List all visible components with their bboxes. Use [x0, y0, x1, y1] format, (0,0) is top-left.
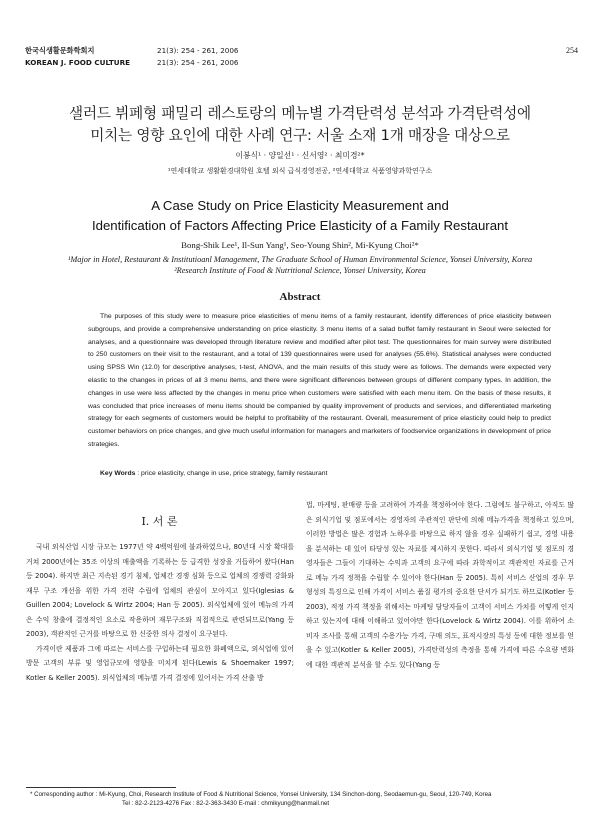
footnote-line2: Tel : 82-2-2123-4276 Fax : 82-2-363-3430 E-mail : chmikyung@hanmail.net	[122, 800, 330, 807]
title-korean-line2: 미치는 영향 요인에 대한 사례 연구: 서울 소재 1개 매장을 대상으로	[90, 127, 510, 144]
body-column-right	[306, 498, 574, 672]
journal-ref-ko: 21(3): 254 - 261, 2006	[157, 46, 239, 55]
affiliation-english-1: ¹Major in Hotel, Restaurant & Institutioanl Management, The Graduate School of Human Environmental Science, Yonsei University, Korea	[67, 255, 533, 264]
title-korean-line1: 샐러드 뷔페형 패밀리 레스토랑의 메뉴별 가격탄력성 분석과 가격탄력성에	[69, 105, 531, 122]
journal-name-ko: 한국식생활문화학회지	[25, 46, 95, 55]
affiliation-english-2: ²Research Institute of Food & Nutritional Science, Yonsei University, Korea	[174, 266, 426, 275]
footnote-divider	[26, 787, 176, 788]
authors-korean: 이봉식¹ · 양일선¹ · 신서영² · 최미경²*	[235, 151, 365, 160]
abstract-body: The purposes of this study were to measure price elasticities of menu items of a family restaurant, identify differences of price elasticity between subgroups, and provide a comprehensive understanding on price elasticity. 3 menu items of a salad buffet family restaurant in Seoul were selected for analyses, and a questionnaire was developed through literature review and modified after pilot test. The questionnaires for main survey were distributed to 250 customers on their visit to the restaurant, and a total of 139 questionnaires were used for analyses (55.6%). Statistical analyses were conducted using SPSS Win (12.0) for descriptive analyses, t-test, ANOVA, and the main results of this study were as follows. The demands were expected very elastic to the changes in prices of all 3 menu items, and there were significant differences between groups of different company types. In addition, the changes in use were less affected by the changes in menu price when customers were satisfied with each menu item. On the basis of these results, it was concluded that price increases of menu items should be companied by quality improvement of products and services, and differentiated marketing strategy for each segments of customers would be helpful to profitability of the restaurant. Overall, measurement of price elasticity could help to predict customer behaviors on price changes, and give much useful information for managers and marketers of foodservice organizations in development of price strategies.	[88, 313, 551, 448]
affiliations-english	[0, 254, 600, 276]
paragraph: 가격이란 제품과 그에 따르는 서비스를 구입하는데 필요한 화폐액으로, 외식업에 있어 방문 고객의 부류 및 영업규모에 영향을 미치게 된다(Lewis & Shoemaker 1997; Kotler & Keller 2005). 외식업체의 메뉴별 가격 결정에 있어서는 가격 산출 방	[26, 644, 294, 682]
authors-english: Bong-Shik Lee¹, Il-Sun Yang¹, Seo-Young Shin², Mi-Kyung Choi²*	[181, 240, 419, 250]
journal-ref-en: 21(3): 254 - 261, 2006	[157, 58, 239, 67]
journal-name-en: KOREAN J. FOOD CULTURE	[25, 58, 131, 67]
page-number: 254	[566, 46, 578, 55]
body-column-left	[26, 540, 294, 685]
footnote-line1: * Corresponding author : Mi-Kyung, Choi, Research Institute of Food & Nutritional Science, Yonsei University, 134 Sinchon-dong, Seodaemun-gu, Seoul, 120-749, Korea	[30, 791, 492, 798]
title-english-line2: Identification of Factors Affecting Price Elasticity of a Family Restaurant	[91, 218, 509, 233]
keywords-label: Key Words	[100, 470, 136, 477]
corresponding-author-footnote	[30, 790, 491, 808]
keywords-list: : price elasticity, change in use, price strategy, family restaurant	[137, 470, 328, 477]
paragraph: 국내 외식산업 시장 규모는 1977년 약 4백억원에 불과하였으나, 80년대 시장 확대를 거쳐 2000년에는 35조 이상의 매출액을 기록하는 등 급격한 성장을 거듭하여 왔다(Han 등 2004). 하지만 최근 지속된 경기 침체, 업체간 경쟁 심화 등으로 업체의 경쟁력 강화와 재무 구조 개선을 위한 가격 전략 수립에 업체의 관심이 모아지고 있다(Iglesias & Guillen 2004; Lovelock & Wirtz 2004; Han 등 2005). 외식업체에 있어 메뉴의 가격은 수익 창출에 결정적인 요소로 작용하며 재무구조와 직접적으로 관련되므로(Yang 등 2003), 객관적인 근거를 바탕으로 한 신중한 의사 결정이 요구된다.	[26, 543, 294, 638]
section-heading-introduction: I. 서 론	[141, 515, 178, 528]
title-english-line1: A Case Study on Price Elasticity Measurement and	[151, 198, 449, 213]
keywords	[88, 470, 551, 477]
paragraph: 법, 마케팅, 판매량 등을 고려하여 가격을 책정하여야 한다. 그럼에도 불구하고, 아직도 많은 외식기업 및 점포에서는 경영자의 주관적인 판단에 의해 메뉴가격을 책정하고 있으며, 이러한 방법은 많은 경험과 노하우를 바탕으로 하지 않을 경우 실패하기 쉽고, 경영 내용을 분석하는 데 있어 타당성 있는 자료를 제시하지 못한다. 따라서 외식기업 및 점포의 경영자들은 그들이 기대하는 수익과 고객의 요구에 따라 과학적이고 객관적인 자료를 근거로 메뉴 가격 정책을 수립할 수 있어야 한다(Han 등 2005). 특히 서비스 산업의 경우 무형성의 특징으로 인해 가격이 서비스 품질 평가의 중요한 단서가 되기도 하므로(Kotler 등 2003), 적정 가격 책정을 위해서는 마케팅 담당자들이 고객이 서비스 가치를 어떻게 인지하고 있는지에 대해 이해하고 있어야만 한다(Lovelock & Wirtz 2004). 이를 위하여 소비자 조사를 통해 고객의 수용가능 가격, 구매 의도, 표적시장의 특성 등에 대한 정보를 얻을 수 있고(Kotler & Keller 2005), 가격탄력성의 측정을 통해 가격에 따른 수요량 변화에 대한 객관적 분석을 할 수도 있다(Yang 등	[306, 501, 574, 669]
affiliations-korean: ¹연세대학교 생활환경대학원 호텔 외식 급식경영전공, ²연세대학교 식품영양과학연구소	[167, 167, 433, 175]
title-english	[0, 196, 600, 236]
abstract-heading: Abstract	[279, 291, 321, 303]
journal-header	[25, 45, 239, 69]
title-korean	[0, 103, 600, 147]
